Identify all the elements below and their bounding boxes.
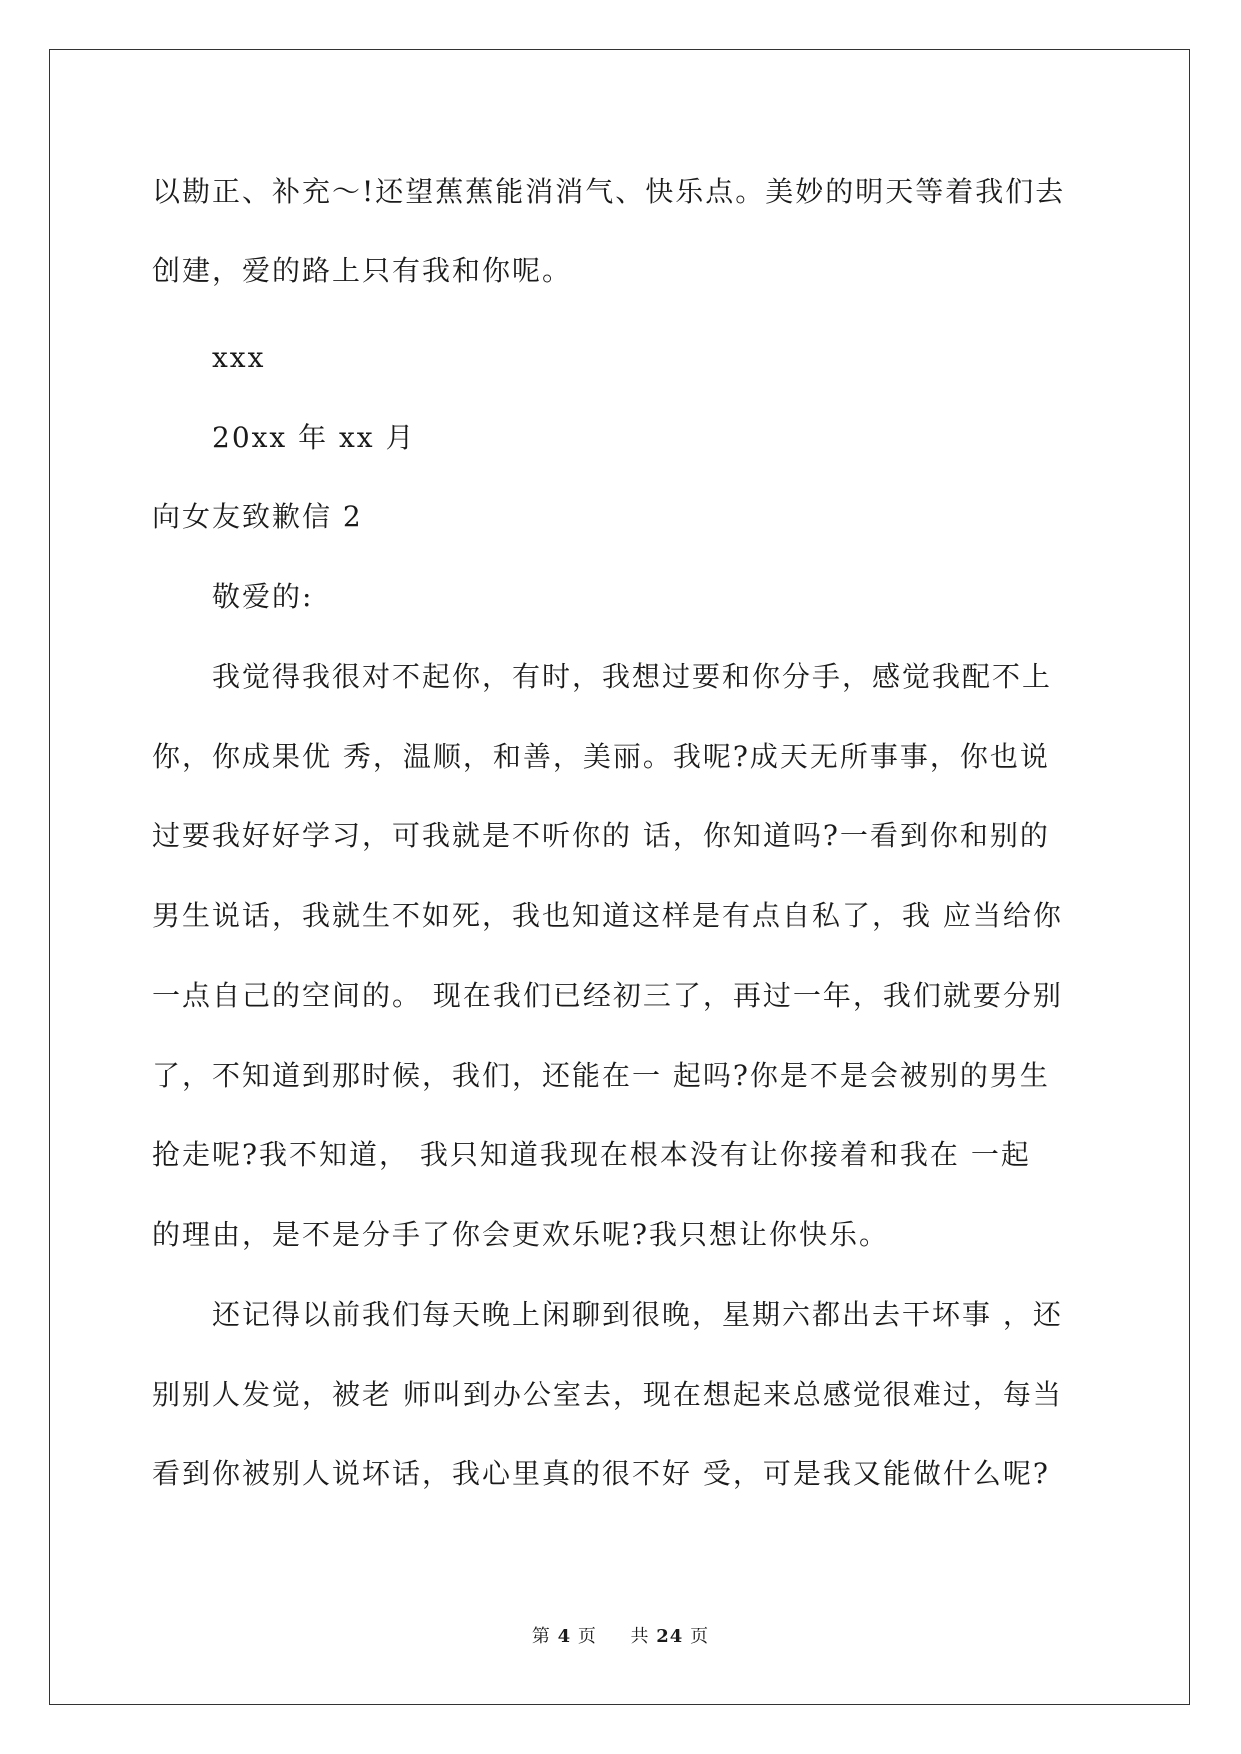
text-line: 以勘正、补充～!还望蕉蕉能消消气、快乐点。美妙的明天等着我们去 xyxy=(152,175,1066,208)
footer-total-prefix: 共 xyxy=(630,1626,650,1647)
text-line: 你，你成果优 秀，温顺，和善，美丽。我呢?成天无所事事，你也说 xyxy=(152,740,1050,773)
text-line: 抢走呢?我不知道， 我只知道我现在根本没有让你接着和我在 一起 xyxy=(152,1138,1031,1171)
letter-title: 向女友致歉信 2 xyxy=(152,500,363,533)
footer-page-suffix: 页 xyxy=(577,1626,597,1647)
footer-prefix: 第 xyxy=(531,1626,551,1647)
total-pages: 24 xyxy=(656,1626,684,1647)
signature: xxx xyxy=(212,341,266,374)
text-line: 了，不知道到那时候，我们，还能在一 起吗?你是不是会被别的男生 xyxy=(152,1059,1050,1092)
footer-total-suffix: 页 xyxy=(690,1626,710,1647)
text-line: 创建，爱的路上只有我和你呢。 xyxy=(152,254,573,287)
text-line: 我觉得我很对不起你，有时，我想过要和你分手，感觉我配不上 xyxy=(212,660,1053,693)
text-line: 男生说话，我就生不如死，我也知道这样是有点自私了，我 应当给你 xyxy=(152,899,1063,932)
text-line: 别别人发觉，被老 师叫到办公室去，现在想起来总感觉很难过，每当 xyxy=(152,1378,1063,1411)
text-line: 过要我好好学习，可我就是不听你的 话，你知道吗?一看到你和别的 xyxy=(152,819,1050,852)
text-line: 看到你被别人说坏话，我心里真的很不好 受，可是我又能做什么呢? xyxy=(152,1457,1050,1490)
text-line: 的理由，是不是分手了你会更欢乐呢?我只想让你快乐。 xyxy=(152,1218,890,1251)
page-footer xyxy=(0,1625,1241,1649)
salutation: 敬爱的: xyxy=(212,580,314,613)
date-line: 20xx 年 xx 月 xyxy=(212,421,416,454)
text-line: 还记得以前我们每天晚上闲聊到很晚，星期六都出去干坏事 ，还 xyxy=(212,1298,1063,1331)
text-line: 一点自己的空间的。 现在我们已经初三了，再过一年，我们就要分别 xyxy=(152,979,1063,1012)
page-number: 4 xyxy=(557,1626,572,1647)
